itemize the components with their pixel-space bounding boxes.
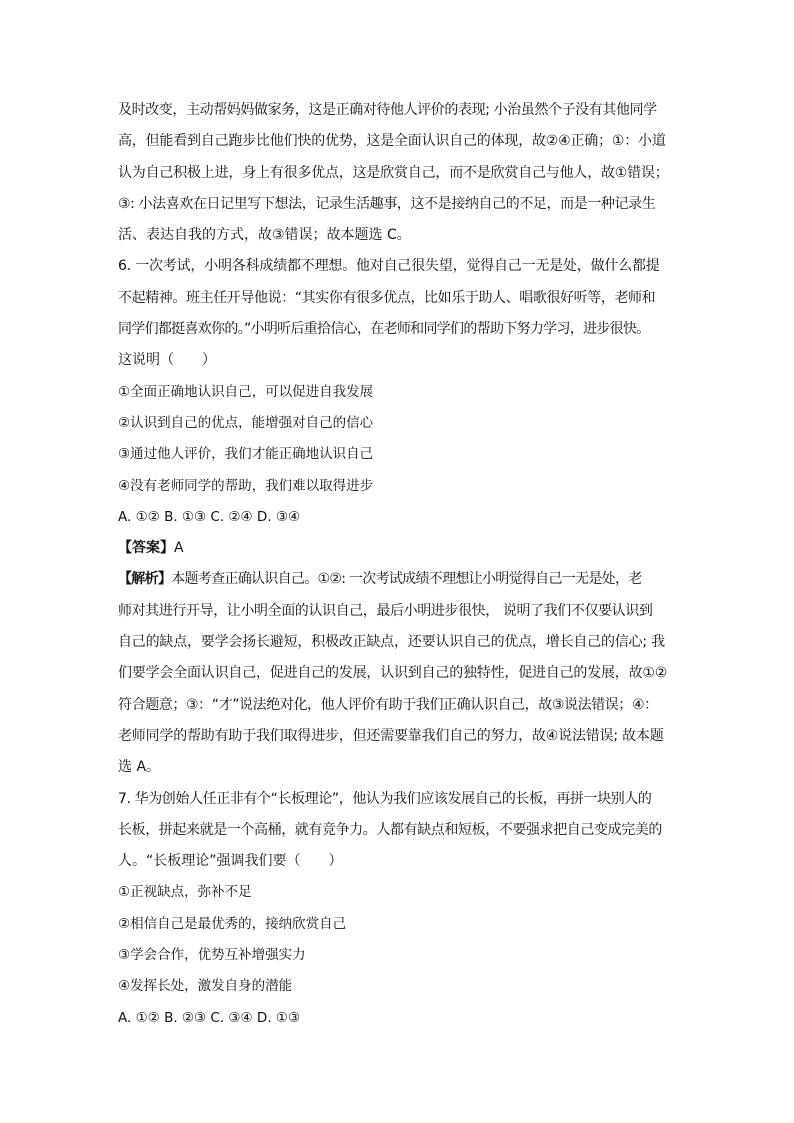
answer-value: A	[174, 540, 184, 557]
answer-choices: A. ①② B. ①③ C. ②④ D. ③④	[118, 508, 301, 525]
question-stem-line: 这说明（ ）	[118, 352, 216, 369]
option-statement: ④发挥长处，激发自身的潜能	[118, 978, 293, 995]
option-statement: ④没有老师同学的帮助，我们难以取得进步	[118, 477, 374, 494]
analysis-line: 选 A。	[118, 759, 161, 776]
option-statement: ②认识到自己的优点，能增强对自己的信心	[118, 414, 374, 431]
question-stem-line: 长板，拼起来就是一个高桶，就有竞争力。人都有缺点和短板，不要强求把自己变成完美的	[118, 821, 662, 838]
analysis-line: 老师同学的帮助有助于我们取得进步，但还需要靠我们自己的努力，故④说法错误; 故本题	[118, 727, 664, 744]
answer-line	[118, 533, 688, 564]
question-6	[118, 251, 688, 783]
analysis-line: 自己的缺点，要学会扬长避短，积极改正缺点，还要认识自己的优点，增长自己的信心; 我	[118, 634, 665, 651]
q5-analysis-continuation	[118, 95, 688, 251]
text-line: 认为自己积极上进，身上有很多优点，这是欣赏自己，而不是欣赏自己与他人，故①错误；	[118, 164, 669, 181]
option-statement: ③通过他人评价，我们才能正确地认识自己	[118, 446, 374, 463]
answer-choices: A. ①② B. ②③ C. ③④ D. ①③	[118, 1009, 301, 1026]
answer-label: 【答案】	[118, 540, 174, 557]
option-statement: ②相信自己是最优秀的，接纳欣赏自己	[118, 915, 347, 932]
text-line: 活、表达自我的方式，故③错误；故本题选 C。	[118, 227, 411, 244]
analysis-text: 本题考查正确认识自己。①②: 一次考试成绩不理想让小明觉得自己一无是处，老	[171, 571, 642, 588]
analysis-line	[118, 564, 688, 595]
text-line: 高，但能看到自己跑步比他们快的优势，这是全面认识自己的体现，故②④正确；①：小道	[118, 133, 666, 150]
question-stem-line: 不起精神。班主任开导他说：“其实你有很多优点，比如乐于助人、唱歌很好听等，老师和	[118, 289, 656, 306]
analysis-line: 师对其进行开导，让小明全面的认识自己，最后小明进步很快， 说明了我们不仅要认识到	[118, 602, 653, 619]
question-stem-line: 同学们都挺喜欢你的。”小明听后重拾信心，在老师和同学们的帮助下努力学习，进步很快。	[118, 321, 650, 338]
text-line: ③: 小法喜欢在日记里写下想法，记录生活趣事，这不是接纳自己的不足，而是一种记录生	[118, 195, 656, 212]
question-7	[118, 784, 688, 1034]
option-statement: ③学会合作，优势互补增强实力	[118, 947, 306, 964]
question-stem-line: 7. 华为创始人任正非有个“长板理论”，他认为我们应该发展自己的长板，再拼一块别人的	[118, 790, 652, 807]
question-stem-line: 6. 一次考试，小明各科成绩都不理想。他对自己很失望，觉得自己一无是处，做什么都提	[118, 258, 660, 275]
analysis-line: 符合题意；③：“才”说法绝对化，他人评价有助于我们正确认识自己，故③说法错误；④：	[118, 696, 658, 713]
analysis-line: 们要学会全面认识自己，促进自己的发展，认识到自己的独特性，促进自己的发展，故①②	[118, 665, 668, 682]
page-content	[118, 95, 688, 1034]
question-stem-line: 人。“长板理论”强调我们要（ ）	[118, 853, 343, 870]
option-statement: ①全面正确地认识自己，可以促进自我发展	[118, 383, 374, 400]
option-statement: ①正视缺点，弥补不足	[118, 884, 252, 901]
text-line: 及时改变，主动帮妈妈做家务，这是正确对待他人评价的表现; 小治虽然个子没有其他同学	[118, 102, 657, 118]
analysis-label: 【解析】	[118, 571, 172, 588]
